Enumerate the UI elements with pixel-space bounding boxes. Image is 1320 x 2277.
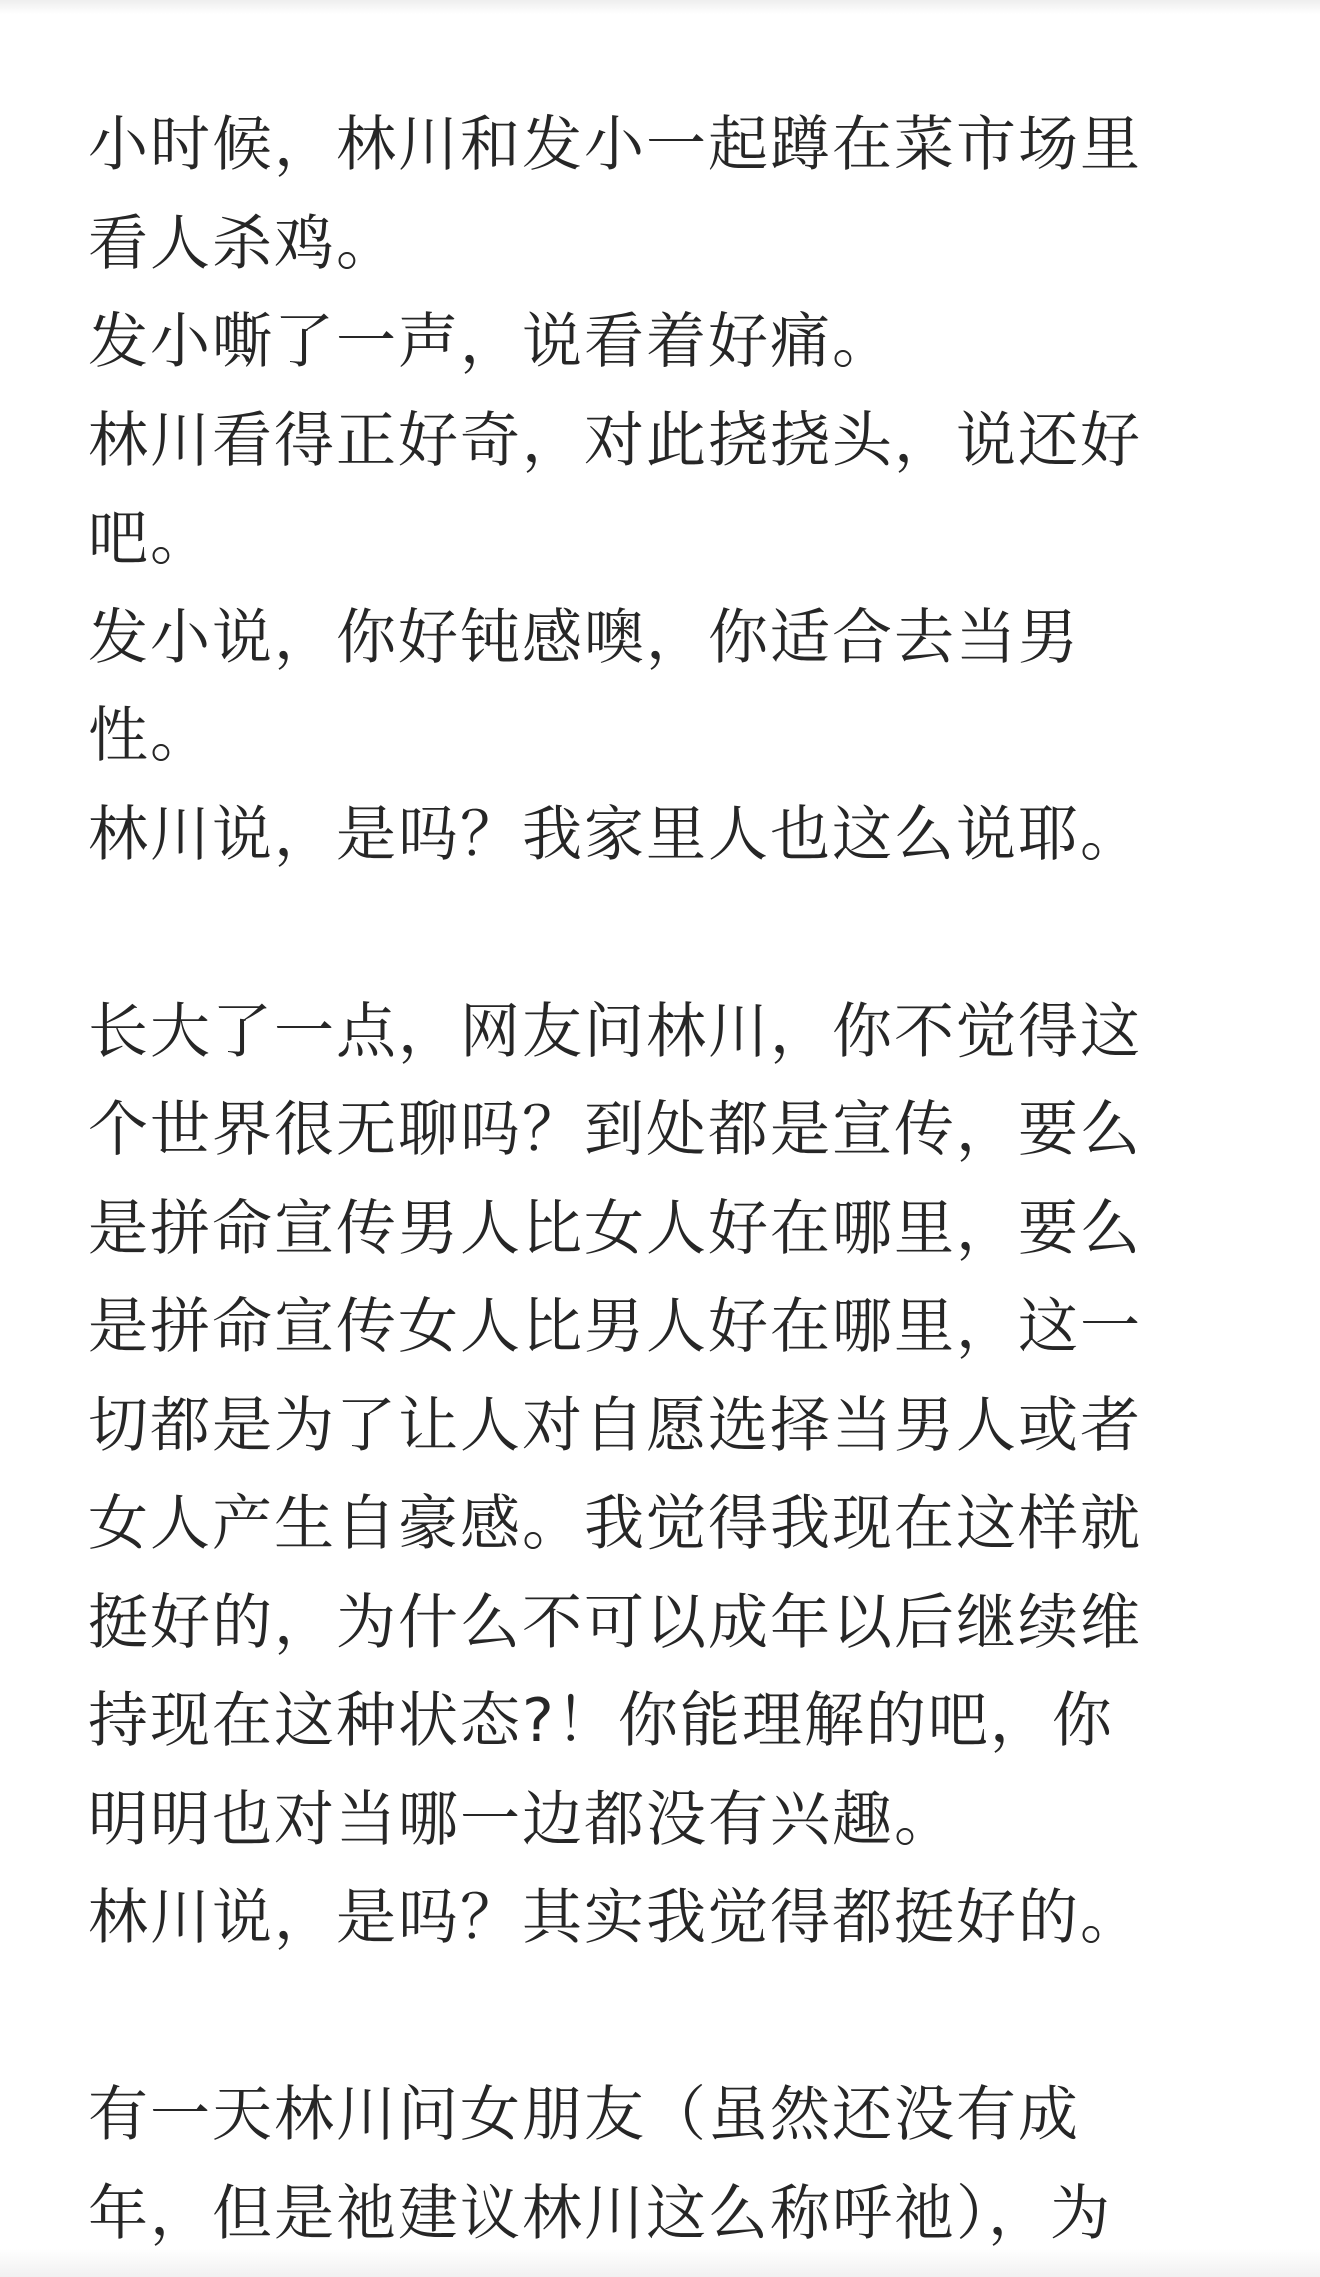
text-line: 吧。: [88, 504, 212, 574]
text-line: 林川看得正好奇，对此挠挠头，说还好: [88, 405, 1142, 476]
text-line: 持现在这种状态?！你能理解的吧，你: [88, 1686, 1114, 1756]
text-line: 长大了一点，网友问林川，你不觉得这: [88, 996, 1142, 1067]
text-line: 小时候，林川和发小一起蹲在菜市场里: [88, 110, 1142, 180]
text-line: 女人产生自豪感。我觉得我现在这样就: [88, 1489, 1142, 1559]
text-line: 个世界很无聊吗？到处都是宣传，要么: [88, 1095, 1142, 1165]
text-line: 看人杀鸡。: [88, 208, 398, 279]
top-edge-shade: [0, 0, 1320, 14]
text-line: 明明也对当哪一边都没有兴趣。: [88, 1784, 956, 1855]
paragraph-2: [88, 983, 1238, 1968]
text-line: 是拼命宣传女人比男人好在哪里，这一: [88, 1292, 1142, 1362]
paragraph-3: [88, 2066, 1238, 2263]
text-line: 挺好的，为什么不可以成年以后继续维: [88, 1587, 1142, 1658]
text-line: 是拼命宣传男人比女人好在哪里，要么: [88, 1193, 1142, 1264]
text-line: 有一天林川问女朋友（虽然还没有成: [88, 2080, 1080, 2150]
text-line: 切都是为了让人对自愿选择当男人或者: [88, 1390, 1142, 1461]
text-line: 林川说，是吗？其实我觉得都挺好的。: [88, 1883, 1142, 1953]
text-line: 林川说，是吗？我家里人也这么说耶。: [88, 799, 1142, 870]
text-line: 年，但是祂建议林川这么称呼祂），为: [88, 2178, 1112, 2249]
text-line: 发小嘶了一声，说看着好痛。: [88, 307, 894, 377]
paragraph-1: [88, 96, 1238, 884]
text-line: 性。: [88, 701, 212, 771]
bottom-edge-shade: [0, 2249, 1320, 2277]
text-line: 发小说，你好钝感噢，你适合去当男: [88, 602, 1080, 673]
article-body: [88, 96, 1238, 2263]
